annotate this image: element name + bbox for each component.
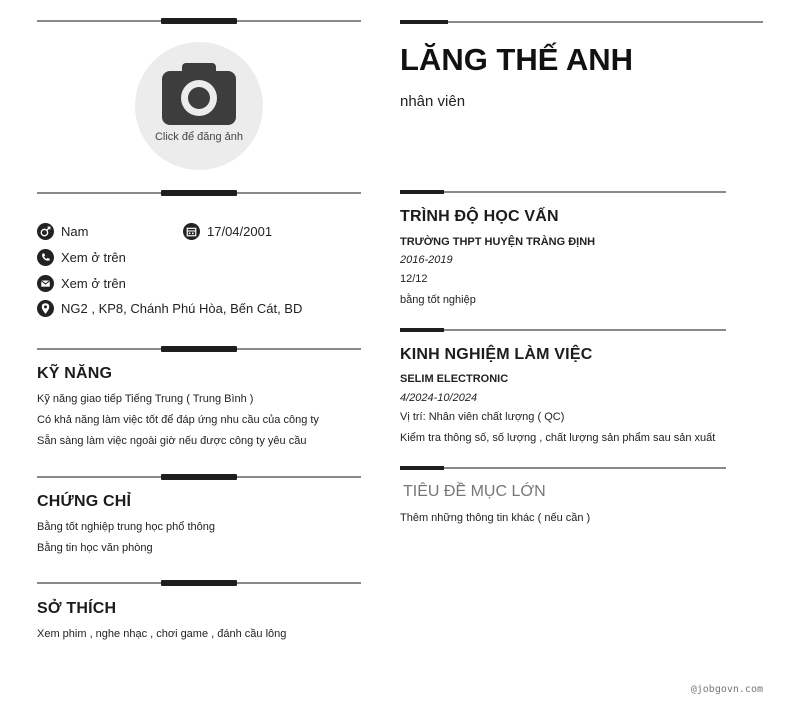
location-icon [37,300,54,317]
avatar-caption: Click để đăng ảnh [154,131,244,143]
divider-extra [400,466,726,470]
camera-icon [160,59,238,127]
email-value: Xem ở trên [61,276,126,291]
phone-row [37,249,126,266]
experience-period: 4/2024-10/2024 [400,392,478,404]
divider-experience [400,328,726,332]
certificates-title: CHỨNG CHỈ [37,493,132,510]
divider-certificates [37,474,361,480]
certificate-item: Bằng tin học văn phòng [37,542,153,554]
hobbies-title: SỞ THÍCH [37,600,117,617]
birthdate-row [183,223,272,240]
divider-education [400,190,726,194]
avatar-upload[interactable] [135,42,263,170]
experience-company: SELIM ELECTRONIC [400,373,509,385]
phone-icon [37,249,54,266]
skill-item: Có khả năng làm việc tốt để đáp ứng nhu cầu của công ty [37,414,319,426]
divider-avatar-top [37,18,361,24]
education-school: TRƯỜNG THPT HUYỆN TRÀNG ĐỊNH [400,236,596,248]
gender-value: Nam [61,224,89,239]
divider-skills [37,346,361,352]
birthdate-value: 17/04/2001 [207,224,273,239]
education-period: 2016-2019 [400,254,453,266]
education-degree: bằng tốt nghiệp [400,294,476,306]
email-row [37,275,126,292]
divider-contact-top [37,190,361,196]
experience-title: KINH NGHIỆM LÀM VIỆC [400,346,593,363]
skill-item: Kỹ năng giao tiếp Tiếng Trung ( Trung Bình ) [37,393,254,405]
gender-icon [37,223,54,240]
gender-row [37,223,88,240]
divider-header [400,20,763,24]
certificate-item: Bằng tốt nghiệp trung học phổ thông [37,521,215,533]
extra-title[interactable]: TIÊU ĐỀ MỤC LỚN [403,483,546,500]
experience-description: Kiểm tra thông số, số lượng , chất lượng sản phẩm sau sản xuất [400,432,716,444]
profile-role: nhân viên [400,93,466,110]
calendar-icon [183,223,200,240]
watermark: @jobgovn.com [690,684,763,695]
email-icon [37,275,54,292]
education-title: TRÌNH ĐỘ HỌC VẤN [400,208,559,225]
address-row [37,300,302,317]
skill-item: Sẵn sàng làm việc ngoài giờ nếu được công ty yêu cầu [37,435,307,447]
divider-hobbies [37,580,361,586]
address-value: NG2 , KP8, Chánh Phú Hòa, Bến Cát, BD [61,301,303,316]
education-grade: 12/12 [400,273,428,285]
phone-value: Xem ở trên [61,250,126,265]
hobbies-text: Xem phim , nghe nhạc , chơi game , đánh cầu lông [37,628,287,640]
profile-name: LĂNG THẾ ANH [400,42,634,77]
experience-position: Vị trí: Nhân viên chất lượng ( QC) [400,411,565,423]
extra-text[interactable]: Thêm những thông tin khác ( nếu cần ) [400,512,591,524]
skills-title: KỸ NĂNG [37,365,113,382]
